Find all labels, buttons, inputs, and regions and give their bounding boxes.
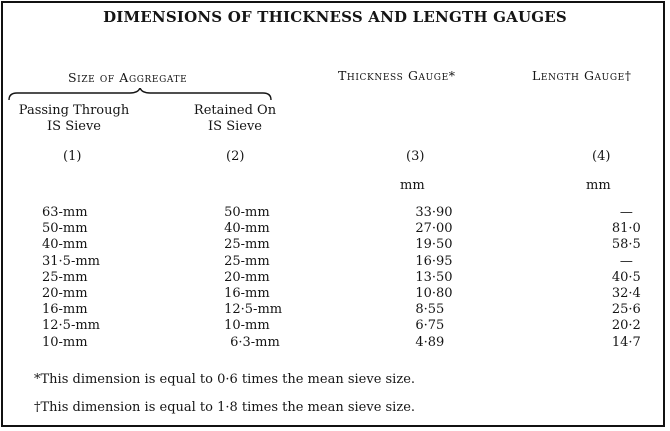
thickness-cell: 10·80: [415, 286, 453, 302]
table-row: [0, 302, 670, 318]
retained-cell: 25-mm: [224, 253, 270, 269]
thickness-cell: 4·89: [415, 334, 445, 350]
length-cell: —: [619, 205, 633, 220]
passing-cell: 63-mm: [42, 205, 88, 220]
passing-cell: 20-mm: [42, 286, 88, 302]
unit-length: mm: [586, 178, 611, 193]
length-cell: 40·5: [611, 269, 641, 285]
thickness-cell: 27·00: [415, 221, 453, 237]
thickness-cell: 6·75: [415, 318, 445, 334]
table-row: [0, 286, 670, 302]
table-row: [0, 318, 670, 334]
table-row: [0, 335, 670, 351]
thickness-cell: 8·55: [415, 302, 445, 318]
table-row: [0, 221, 670, 237]
header-length-gauge: Length Gauge†: [532, 68, 632, 83]
passing-cell: 16-mm: [42, 302, 88, 318]
length-cell: 32·4: [611, 286, 641, 302]
length-cell: 58·5: [611, 237, 641, 253]
retained-cell: 16-mm: [224, 286, 270, 302]
gauge-table: [0, 205, 670, 351]
table-row: [0, 205, 670, 221]
header-brace: [8, 88, 272, 102]
length-cell: 14·7: [611, 334, 641, 350]
passing-cell: 40-mm: [42, 237, 88, 253]
thickness-cell: 16·95: [415, 253, 453, 269]
thickness-cell: 19·50: [415, 237, 453, 253]
column-number-4: (4): [592, 149, 611, 164]
footnote-thickness: *This dimension is equal to 0·6 times the mean sieve size.: [34, 372, 416, 387]
unit-thickness: mm: [400, 178, 425, 193]
length-cell: —: [619, 253, 633, 269]
length-cell: 81·0: [611, 221, 641, 237]
table-row: [0, 237, 670, 253]
header-retained-on: Retained On IS Sieve: [193, 103, 277, 134]
passing-cell: 10-mm: [42, 334, 88, 350]
table-title: DIMENSIONS OF THICKNESS AND LENGTH GAUGES: [103, 8, 567, 26]
retained-cell: 12·5-mm: [224, 302, 283, 318]
passing-cell: 31·5-mm: [42, 253, 100, 269]
retained-cell: 40-mm: [224, 221, 270, 237]
passing-cell: 25-mm: [42, 269, 88, 285]
column-number-2: (2): [226, 149, 245, 164]
retained-cell: 20-mm: [224, 269, 270, 285]
retained-cell: 50-mm: [224, 205, 270, 220]
passing-cell: 12·5-mm: [42, 318, 100, 334]
passing-cell: 50-mm: [42, 221, 88, 237]
retained-cell: 25-mm: [224, 237, 270, 253]
footnote-length: †This dimension is equal to 1·8 times the mean sieve size.: [34, 400, 416, 415]
table-row: [0, 270, 670, 286]
column-number-3: (3): [406, 149, 425, 164]
header-passing-through: Passing Through IS Sieve: [18, 103, 130, 134]
length-cell: 25·6: [611, 302, 641, 318]
retained-cell: 6·3-mm: [230, 334, 280, 350]
retained-cell: 10-mm: [224, 318, 270, 334]
thickness-cell: 13·50: [415, 269, 453, 285]
table-row: [0, 254, 670, 270]
header-size-of-aggregate: Size of Aggregate: [68, 70, 188, 85]
header-thickness-gauge: Thickness Gauge*: [338, 68, 456, 83]
length-cell: 20·2: [611, 318, 641, 334]
thickness-cell: 33·90: [415, 205, 453, 220]
column-number-1: (1): [63, 149, 82, 164]
